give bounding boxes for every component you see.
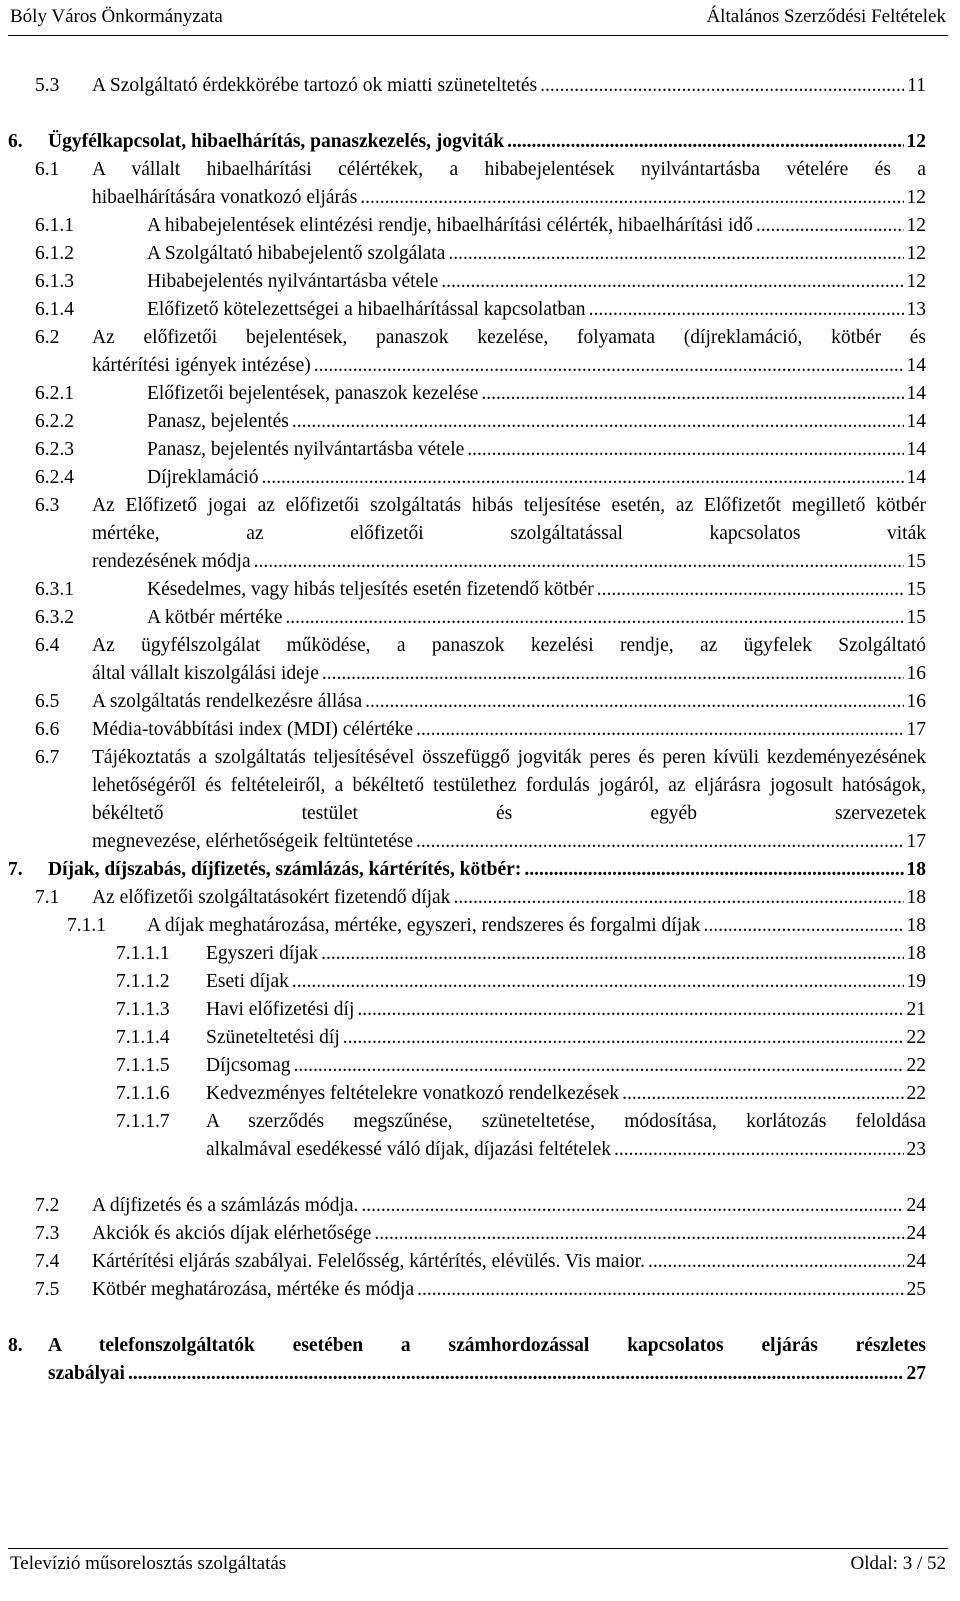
toc-page-number: 27	[906, 1363, 926, 1384]
toc-number: 6.2.4	[35, 467, 74, 488]
toc-leader-dots	[360, 184, 903, 212]
toc-title-lead: A telefonszolgáltatók esetében a számhordozással kapcsolatos eljárás részletes	[48, 1335, 926, 1356]
toc-page-number: 17	[906, 831, 926, 852]
toc-leader-dots	[293, 1052, 903, 1080]
toc-title: Média-továbbítási index (MDI) célértéke	[92, 719, 414, 740]
toc-entry-7-1-1-5[interactable]	[0, 1052, 926, 1080]
toc-leader-dots	[416, 716, 903, 744]
footer-rule	[8, 1548, 948, 1549]
toc-leader-dots	[614, 1136, 904, 1164]
toc-title-lead: A vállalt hibaelhárítási célértékek, a hibabejelentések nyilvántartásba vételére és a	[92, 159, 926, 180]
toc-title: rendezésének módja	[92, 551, 251, 572]
toc-page-number: 12	[906, 271, 926, 292]
toc-entry-6-6[interactable]	[0, 716, 926, 744]
toc-leader-dots	[416, 828, 903, 856]
toc-leader-dots	[648, 1248, 904, 1276]
toc-entry-6-2-1[interactable]	[0, 380, 926, 408]
toc-title-lead: Az ügyfélszolgálat működése, a panaszok kezelési rendje, az ügyfelek Szolgáltató	[92, 635, 926, 656]
toc-entry-7-4[interactable]	[0, 1248, 926, 1276]
toc-entry-6-3[interactable]	[0, 492, 926, 576]
toc-entry-6-1-1[interactable]	[0, 212, 926, 240]
page-footer	[10, 1553, 946, 1579]
toc-title: megnevezése, elérhetőségeik feltüntetése	[92, 831, 414, 852]
toc-number: 6.2.2	[35, 411, 74, 432]
toc-leader-dots	[704, 912, 904, 940]
toc-number: 7.2	[35, 1195, 60, 1216]
toc-leader-dots	[448, 240, 903, 268]
toc-title: Előfizető kötelezettségei a hibaelhárítással kapcsolatban	[147, 299, 586, 320]
toc-number: 7.1	[35, 887, 60, 908]
toc-number: 6.6	[35, 719, 60, 740]
toc-number: 6.2.1	[35, 383, 74, 404]
toc-number: 6.4	[35, 635, 60, 656]
toc-number: 7.4	[35, 1251, 60, 1272]
toc-leader-dots	[756, 212, 904, 240]
toc-leader-dots	[128, 1360, 904, 1388]
toc-entry-7[interactable]	[0, 856, 926, 884]
toc-leader-dots	[453, 884, 903, 912]
header-doc-title: Általános Szerződési Feltételek	[706, 6, 946, 27]
toc-number: 6.1	[35, 159, 60, 180]
footer-service: Televízió műsorelosztás szolgáltatás	[10, 1553, 287, 1574]
toc-leader-dots	[467, 436, 903, 464]
toc-title: szabályai	[48, 1363, 125, 1384]
toc-page-number: 24	[906, 1223, 926, 1244]
page-header	[10, 6, 946, 32]
toc-number: 6.3.1	[35, 579, 74, 600]
toc-number: 6.2.3	[35, 439, 74, 460]
toc-title: Kedvezményes feltételekre vonatkozó rendelkezések	[206, 1083, 620, 1104]
toc-page-number: 22	[906, 1027, 926, 1048]
toc-title: A Szolgáltató érdekkörébe tartozó ok miatti szüneteltetés	[92, 75, 538, 96]
toc-title: Díjak, díjszabás, díjfizetés, számlázás, kártérítés, kötbér:	[48, 859, 522, 880]
toc-title: A szolgáltatás rendelkezésre állása	[92, 691, 363, 712]
toc-number: 7.3	[35, 1223, 60, 1244]
toc-leader-dots	[292, 968, 904, 996]
toc-entry-8[interactable]	[0, 1332, 926, 1388]
toc-title: Szüneteltetési díj	[206, 1027, 340, 1048]
toc-title: alkalmával esedékessé váló díjak, díjazási feltételek	[206, 1139, 611, 1160]
toc-leader-dots	[285, 604, 903, 632]
toc-entry-6-2-3[interactable]	[0, 436, 926, 464]
toc-title: A díjak meghatározása, mértéke, egyszeri, rendszeres és forgalmi díjak	[147, 915, 701, 936]
toc-title-lead: A szerződés megszűnése, szüneteltetése, módosítása, korlátozás feloldása	[206, 1111, 926, 1132]
toc-leader-dots	[589, 296, 904, 324]
toc-entry-7-1-1-6[interactable]	[0, 1080, 926, 1108]
toc-title: Havi előfizetési díj	[206, 999, 355, 1020]
toc-title-lead: Az előfizetői bejelentések, panaszok kezelése, folyamata (díjreklamáció, kötbér és	[92, 327, 926, 348]
toc-number: 7.1.1.6	[116, 1083, 170, 1104]
toc-number: 6.3.2	[35, 607, 74, 628]
toc-entry-6-2[interactable]	[0, 324, 926, 380]
toc-page-number: 14	[906, 439, 926, 460]
toc-page-number: 17	[906, 719, 926, 740]
toc-number: 6.1.1	[35, 215, 74, 236]
toc-number: 6.1.4	[35, 299, 74, 320]
toc-page-number: 21	[906, 999, 926, 1020]
header-rule	[8, 35, 948, 36]
toc-title: Egyszeri díjak	[206, 943, 319, 964]
toc-page-number: 24	[906, 1251, 926, 1272]
toc-title: Késedelmes, vagy hibás teljesítés esetén fizetendő kötbér	[147, 579, 594, 600]
toc-number: 5.3	[35, 75, 60, 96]
toc-entry-6-3-1[interactable]	[0, 576, 926, 604]
toc-page-number: 15	[906, 579, 926, 600]
toc-number: 7.1.1.1	[116, 943, 170, 964]
toc-number: 6.	[8, 131, 23, 152]
toc-leader-dots	[597, 576, 904, 604]
toc-number: 6.7	[35, 747, 60, 768]
toc-entry-5-3[interactable]	[0, 72, 926, 100]
toc-entry-6-4[interactable]	[0, 632, 926, 688]
toc-entry-6-1-4[interactable]	[0, 296, 926, 324]
toc-page-number: 19	[906, 971, 926, 992]
toc-title: Eseti díjak	[206, 971, 289, 992]
toc-entry-7-2[interactable]	[0, 1192, 926, 1220]
toc-page-number: 22	[906, 1083, 926, 1104]
toc-entry-7-1-1-4[interactable]	[0, 1024, 926, 1052]
toc-leader-dots	[314, 352, 904, 380]
toc-title: Az előfizetői szolgáltatásokért fizetendő díjak	[92, 887, 451, 908]
toc-leader-dots	[357, 996, 903, 1024]
toc-number: 6.1.2	[35, 243, 74, 264]
toc-page-number: 14	[906, 467, 926, 488]
toc-leader-dots	[481, 380, 903, 408]
toc-entry-7-5[interactable]	[0, 1276, 926, 1304]
toc-page-number: 12	[906, 187, 926, 208]
toc-number: 6.3	[35, 495, 60, 516]
toc-title: Díjreklamáció	[147, 467, 259, 488]
toc-page-number: 12	[906, 215, 926, 236]
toc-title: Akciók és akciós díjak elérhetősége	[92, 1223, 372, 1244]
toc-leader-dots	[441, 268, 903, 296]
toc-leader-dots	[361, 1192, 903, 1220]
toc-entry-7-1-1-1[interactable]	[0, 940, 926, 968]
toc-page-number: 13	[906, 299, 926, 320]
toc-entry-7-3[interactable]	[0, 1220, 926, 1248]
toc-number: 7.1.1.2	[116, 971, 170, 992]
toc-title: Díjcsomag	[206, 1055, 291, 1076]
header-org: Bóly Város Önkormányzata	[10, 6, 223, 27]
toc-page-number: 18	[906, 859, 926, 880]
toc-page-number: 12	[906, 131, 926, 152]
toc-entry-6-1-2[interactable]	[0, 240, 926, 268]
toc-entry-6-1-3[interactable]	[0, 268, 926, 296]
toc-number: 7.	[8, 859, 23, 880]
toc-leader-dots	[254, 548, 904, 576]
toc-entry-6-3-2[interactable]	[0, 604, 926, 632]
toc-number: 8.	[8, 1335, 23, 1356]
toc-entry-6[interactable]	[0, 128, 926, 156]
toc-number: 7.1.1.5	[116, 1055, 170, 1076]
toc-title: Panasz, bejelentés nyilvántartásba vétele	[147, 439, 465, 460]
toc-leader-dots	[417, 1276, 903, 1304]
toc-leader-dots	[507, 128, 903, 156]
toc-entry-7-1-1-3[interactable]	[0, 996, 926, 1024]
toc-title: Hibabejelentés nyilvántartásba vétele	[147, 271, 439, 292]
toc-number: 7.5	[35, 1279, 60, 1300]
toc-entry-7-1[interactable]	[0, 884, 926, 912]
toc-entry-6-2-4[interactable]	[0, 464, 926, 492]
toc-leader-dots	[524, 856, 903, 884]
toc-entry-7-1-1[interactable]	[0, 912, 926, 940]
toc-number: 6.1.3	[35, 271, 74, 292]
toc-entry-6-5[interactable]	[0, 688, 926, 716]
toc-page-number: 22	[906, 1055, 926, 1076]
toc-leader-dots	[540, 72, 904, 100]
toc-page-number: 24	[906, 1195, 926, 1216]
toc-page-number: 14	[906, 383, 926, 404]
footer-page-number: Oldal: 3 / 52	[850, 1553, 946, 1574]
toc-title: Panasz, bejelentés	[147, 411, 289, 432]
toc-title: kártérítési igények intézése)	[92, 355, 311, 376]
toc-page-number: 14	[906, 411, 926, 432]
toc-title: hibaelhárítására vonatkozó eljárás	[92, 187, 358, 208]
toc-page-number: 15	[906, 607, 926, 628]
toc-entry-6-7[interactable]	[0, 744, 926, 856]
toc-number: 6.2	[35, 327, 60, 348]
toc-page-number: 18	[906, 915, 926, 936]
toc-page-number: 14	[906, 355, 926, 376]
toc-title: által vállalt kiszolgálási ideje	[92, 663, 319, 684]
toc-number: 7.1.1.7	[116, 1111, 170, 1132]
toc-title-lead: Az Előfizető jogai az előfizetői szolgáltatás hibás teljesítése esetén, az Előfizetőt megillető kötbér mértéke, az előfizetői szolgáltatással kapcsolatos viták	[92, 495, 926, 544]
toc-leader-dots	[262, 464, 904, 492]
toc-title: Ügyfélkapcsolat, hibaelhárítás, panaszkezelés, jogviták	[48, 131, 505, 152]
toc-leader-dots	[322, 660, 904, 688]
toc-title: A Szolgáltató hibabejelentő szolgálata	[147, 243, 446, 264]
toc-entry-7-1-1-2[interactable]	[0, 968, 926, 996]
toc-entry-6-2-2[interactable]	[0, 408, 926, 436]
toc-number: 7.1.1.3	[116, 999, 170, 1020]
toc-number: 7.1.1	[67, 915, 106, 936]
toc-page-number: 18	[906, 887, 926, 908]
toc-title: A kötbér mértéke	[147, 607, 283, 628]
toc-entry-6-1[interactable]	[0, 156, 926, 212]
toc-title: A hibabejelentések elintézési rendje, hibaelhárítási célérték, hibaelhárítási idő	[147, 215, 753, 236]
toc-leader-dots	[622, 1080, 903, 1108]
toc-leader-dots	[343, 1024, 904, 1052]
toc-leader-dots	[365, 688, 903, 716]
toc-number: 7.1.1.4	[116, 1027, 170, 1048]
toc-title: Kötbér meghatározása, mértéke és módja	[92, 1279, 415, 1300]
toc-title: A díjfizetés és a számlázás módja.	[92, 1195, 359, 1216]
toc-number: 6.5	[35, 691, 60, 712]
toc-title-lead: Tájékoztatás a szolgáltatás teljesítésével összefüggő jogviták peres és peren kívüli kezdeményezésének lehetőségéről és feltételeiről, a békéltető testülethez fordulás jogáról, az eljárásra jogosult hatóságok, békéltető testület és egyéb szervezetek	[92, 747, 926, 824]
toc-entry-7-1-1-7[interactable]	[0, 1108, 926, 1164]
toc-leader-dots	[374, 1220, 903, 1248]
toc-page-number: 25	[906, 1279, 926, 1300]
toc-page-number: 16	[906, 691, 926, 712]
toc-title: Kártérítési eljárás szabályai. Felelősség, kártérítés, elévülés. Vis maior.	[92, 1251, 645, 1272]
toc-page-number: 23	[906, 1139, 926, 1160]
toc-title: Előfizetői bejelentések, panaszok kezelése	[147, 383, 479, 404]
toc-leader-dots	[292, 408, 904, 436]
toc-page-number: 11	[907, 75, 926, 96]
toc-page-number: 12	[906, 243, 926, 264]
toc-leader-dots	[321, 940, 903, 968]
toc-page-number: 18	[906, 943, 926, 964]
toc-page-number: 16	[906, 663, 926, 684]
toc-page-number: 15	[906, 551, 926, 572]
